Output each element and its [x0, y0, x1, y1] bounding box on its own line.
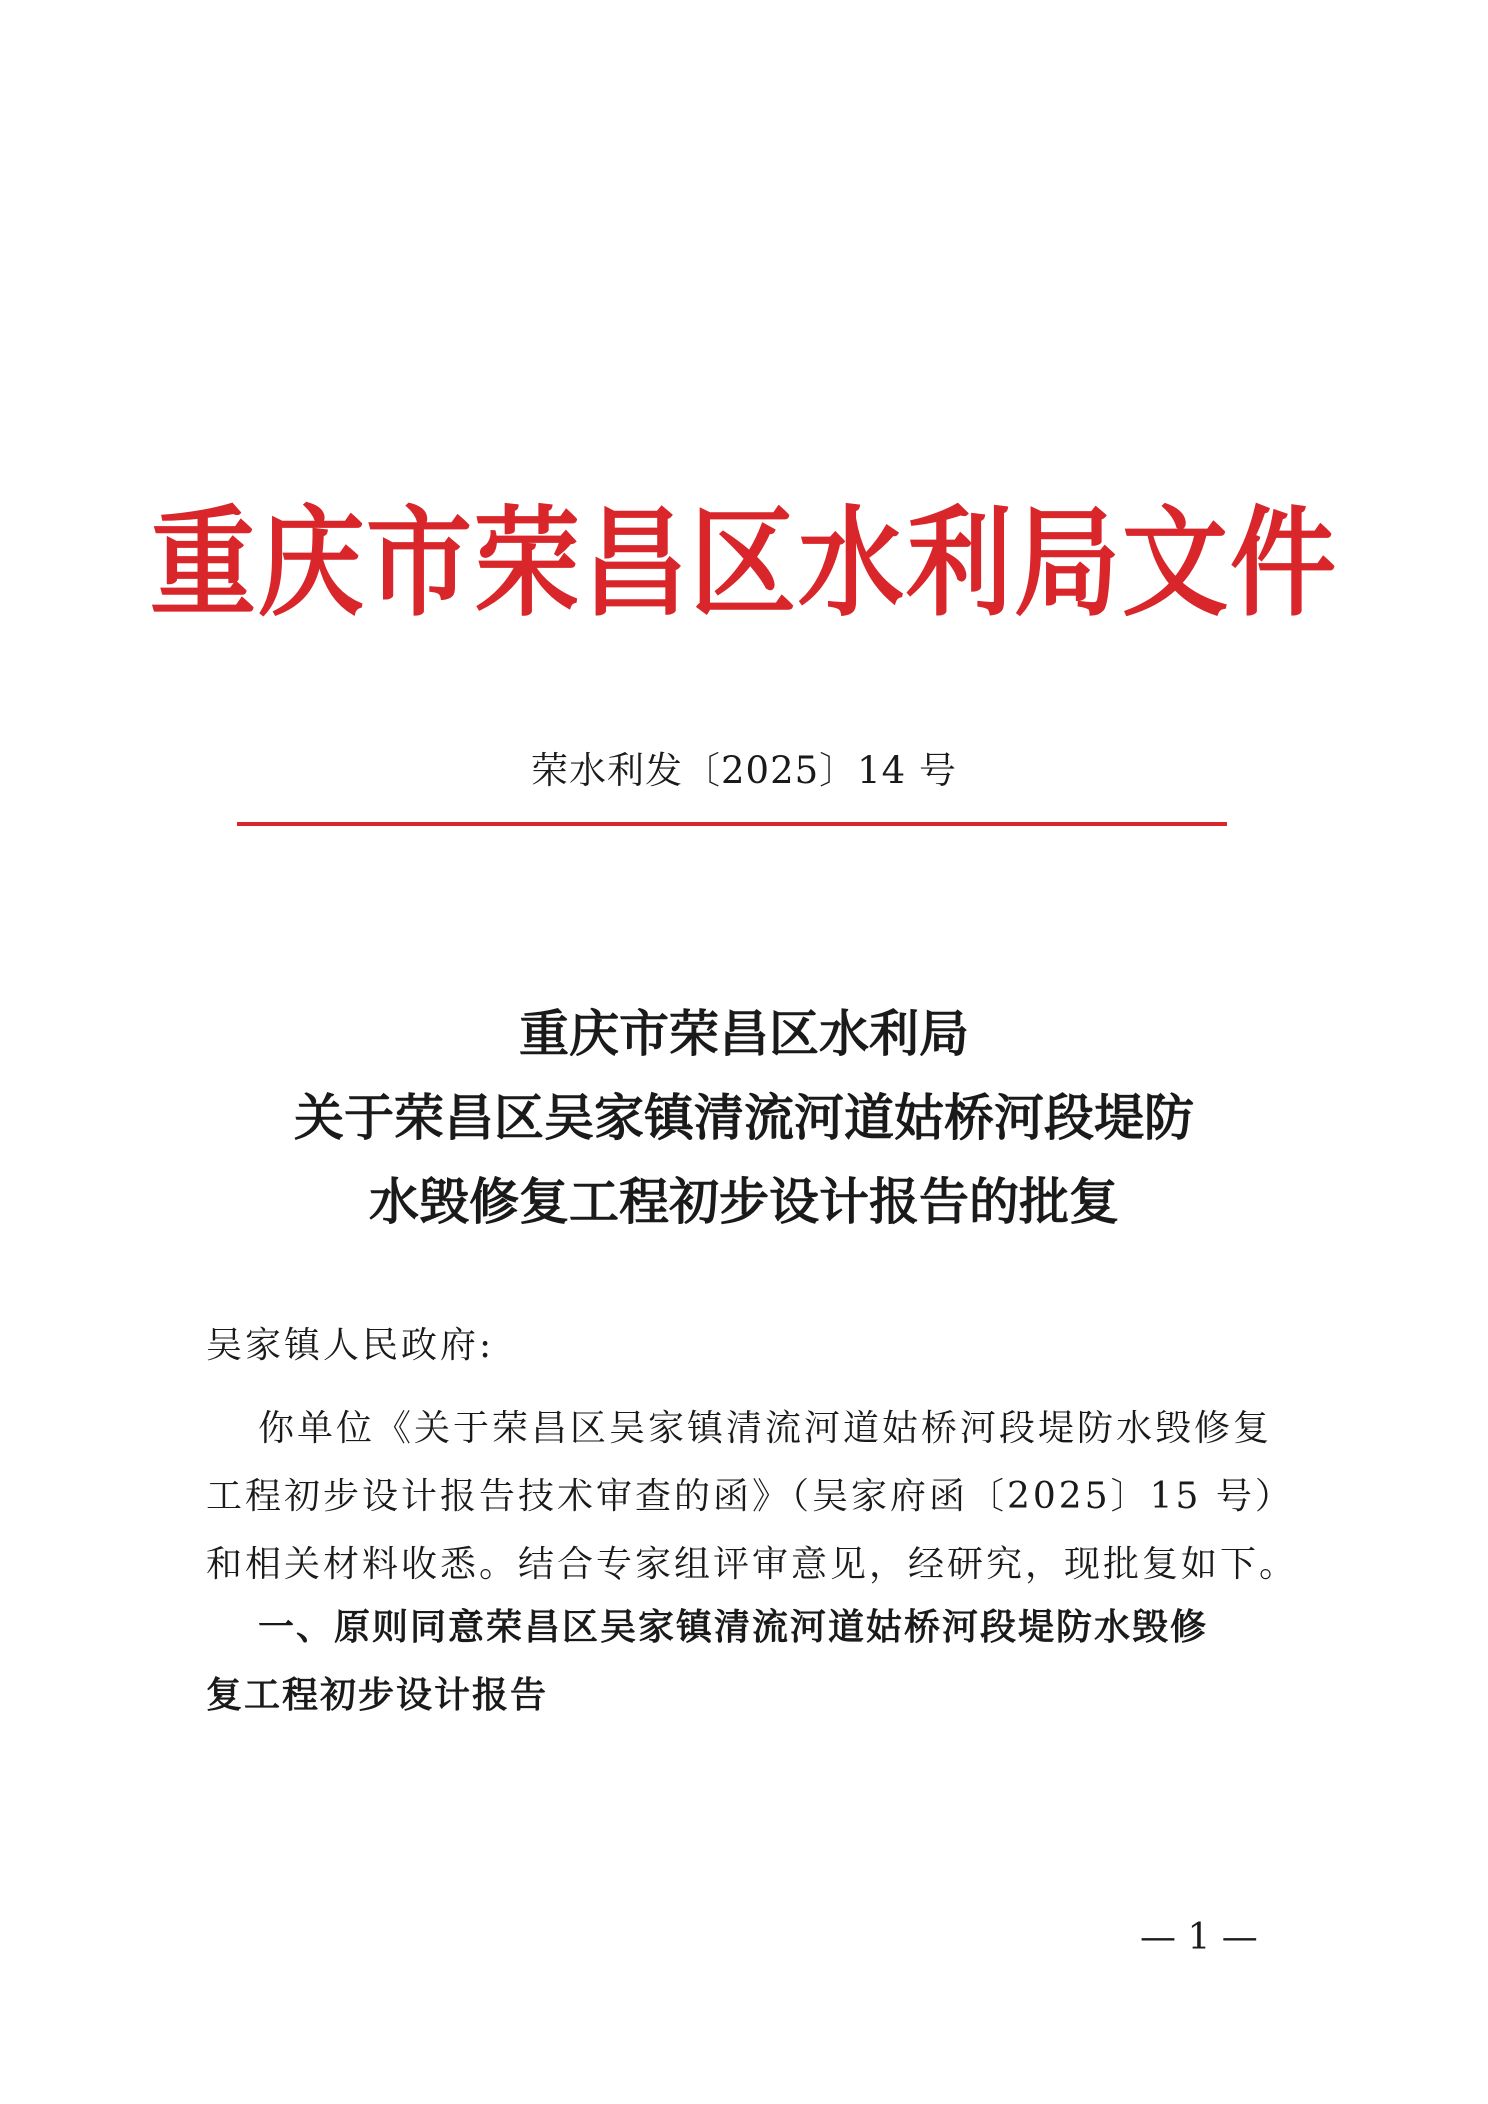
body-line-1: 你单位《关于荣昌区吴家镇清流河道姑桥河段堤防水毁修复 — [258, 1408, 1273, 1449]
red-divider-line — [237, 822, 1227, 826]
body-line-2: 工程初步设计报告技术审查的函》（吴家府函〔2025〕15 号） — [206, 1476, 1294, 1517]
title-line-1: 重庆市荣昌区水利局 — [519, 1004, 969, 1063]
section-heading-1 — [206, 1594, 1264, 1730]
title-line-3: 水毁修复工程初步设计报告的批复 — [369, 1172, 1119, 1231]
masthead-title: 重庆市荣昌区水利局文件 — [150, 494, 1338, 633]
section-heading-line-2: 复工程初步设计报告 — [206, 1675, 549, 1716]
document-number: 荣水利发〔2025〕14 号 — [530, 749, 957, 792]
document-title — [0, 992, 1488, 1244]
title-line-2: 关于荣昌区吴家镇清流河道姑桥河段堤防 — [294, 1088, 1194, 1147]
page-number: — 1 — — [1140, 1917, 1258, 1958]
section-heading-line-1: 一、原则同意荣昌区吴家镇清流河道姑桥河段堤防水毁修 — [258, 1607, 1209, 1648]
body-line-3: 和相关材料收悉。结合专家组评审意见，经研究，现批复如下。 — [206, 1544, 1299, 1585]
body-paragraph — [206, 1395, 1299, 1599]
addressee: 吴家镇人民政府: — [206, 1325, 495, 1366]
